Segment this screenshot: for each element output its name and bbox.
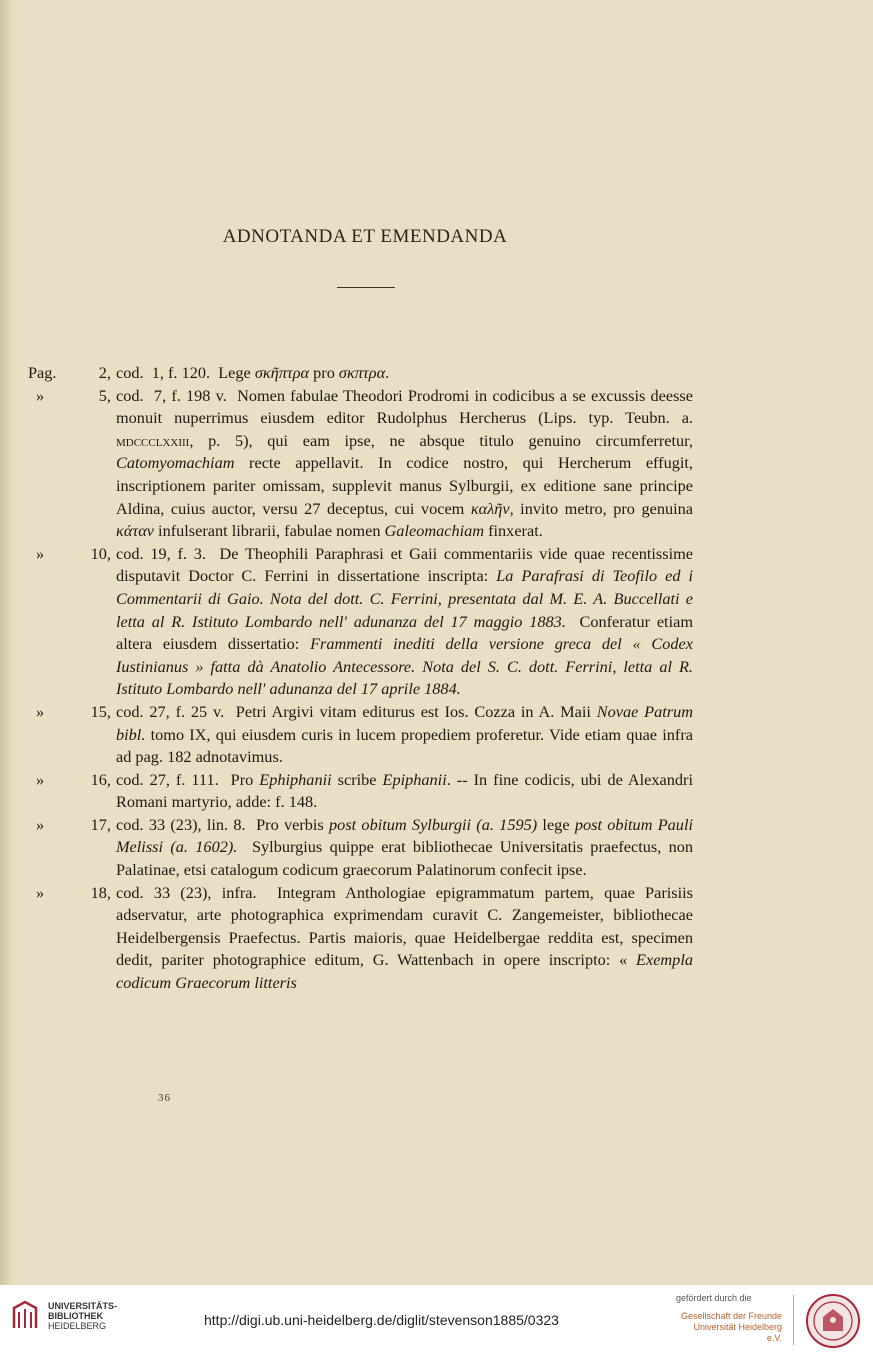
annotation-entry [28,769,693,814]
sponsor-name [680,1311,782,1344]
library-name-line-3: HEIDELBERG [48,1321,107,1331]
entry-page-number: 5, [98,385,111,405]
annotation-entry [28,701,693,769]
library-logo-icon [12,1300,38,1330]
annotation-entry [28,882,693,995]
entry-text: cod. 33 (23), infra. Integram Anthologiae epigrammatum partem, quae Parisiis adservatur, arte photographica exprimendam curavit C. Zangemeister, bibliothecae Heidelbergensis Praefectus. Partis maioris, quae Heidelbergae reddita est, specimen dedit, pariter photographice editum, G. Wattenbach in opere inscripto: « Exempla codicum Graecorum litteris [116,882,693,993]
annotation-entry [28,362,693,385]
permalink-url[interactable]: http://digi.ub.uni-heidelberg.de/diglit/stevenson1885/0323 [204,1312,559,1328]
footer-divider [793,1295,794,1345]
entry-page-marker: » [36,882,45,902]
entry-text: cod. 27, f. 111. Pro Ephiphanii scribe Epiphanii. -- In fine codicis, ubi de Alexandri Romani martyrio, adde: f. 148. [116,769,694,812]
entry-page-marker: » [36,814,45,834]
section-heading: ADNOTANDA ET EMENDANDA [222,226,508,247]
annotation-list [28,362,693,995]
sponsor-name-line-1: Gesellschaft der Freunde [680,1311,782,1321]
entry-text: cod. 27, f. 25 v. Petri Argivi vitam editurus est Ios. Cozza in A. Maii Novae Patrum bibl. tomo IX, qui eiusdem curis in lucem propediem proferetur. Vide etiam quae infra ad pag. 182 adnotavimus. [116,701,693,767]
entry-page-marker: » [36,701,45,721]
entry-text: cod. 19, f. 3. De Theophili Paraphrasi et Gaii commentariis vide quae recentissime disputavit Doctor C. Ferrini in dissertatione inscripta: La Parafrasi di Teofilo ed i Commentarii di Gaio. Nota del dott. C. Ferrini, presentata dal M. E. A. Buccellati e letta al R. Istituto Lombardo nell' adunanza del 17 maggio 1883. Conferatur etiam altera eiusdem dissertatio: Frammenti inediti della versione greca del « Codex Iustinianus » fatta dà Anatolio Antecessore. Nota del S. C. dott. Ferrini, letta al R. Istituto Lombardo nell' adunanza del 17 aprile 1884. [116,543,694,699]
library-name-line-2: BIBLIOTHEK [48,1311,103,1321]
page-binding-edge [0,0,14,1285]
sponsor-label: gefördert durch die [676,1293,752,1303]
heading-rule [337,287,395,288]
annotation-entry [28,814,693,882]
entry-text: cod. 1, f. 120. Lege σκῆπτρα pro σκπτρα. [116,363,390,382]
entry-page-marker: » [36,543,45,563]
entry-text: cod. 33 (23), lin. 8. Pro verbis post obitum Sylburgii (a. 1595) lege post obitum Pauli Melissi (a. 1602). Sylburgius quippe erat bibliothecae Universitatis praefectus, non Palatinae, etsi catalogum codicum graecorum Palatinorum confecit ipse. [116,814,693,880]
entry-page-number: 16, [90,769,111,789]
entry-page-number: 18, [90,882,111,902]
university-seal-icon [805,1293,861,1349]
entry-page-number: 2, [98,363,111,382]
entry-page-number: 15, [90,701,111,721]
entry-page-number: 10, [90,543,111,563]
entry-page-number: 17, [90,814,111,834]
sponsor-name-line-2: Universität Heidelberg e.V. [693,1322,782,1343]
entry-page-marker: Pag. [28,363,57,382]
entry-page-marker: » [36,769,45,789]
entry-page-marker: » [36,385,45,405]
folio-signature: 36 [158,1092,171,1104]
annotation-entry [28,385,693,543]
digitization-footer [0,1285,873,1353]
annotation-entry [28,543,693,701]
library-name [48,1301,117,1331]
entry-text: cod. 7, f. 198 v. Nomen fabulae Theodori Prodromi in codicibus a se excussis deesse monuit nuperrimus eiusdem editor Rudolphus Hercherus (Lips. typ. Teubn. a. mdccclxxiii, p. 5), qui eam ipse, ne absque titulo genuino circumferretur, Catomyomachiam recte appellavit. In codice nostro, qui Hercherum effugit, inscriptionem pariter omissam, supplevit manus Sylburgii, ex editione sane principe Aldina, cuius auctor, versu 27 deceptus, cui vocem καλῆν, invito metro, pro genuina κάταν infulserant librarii, fabulae nomen Galeomachiam finxerat. [116,385,693,541]
library-name-line-1: UNIVERSITÄTS- [48,1301,118,1311]
